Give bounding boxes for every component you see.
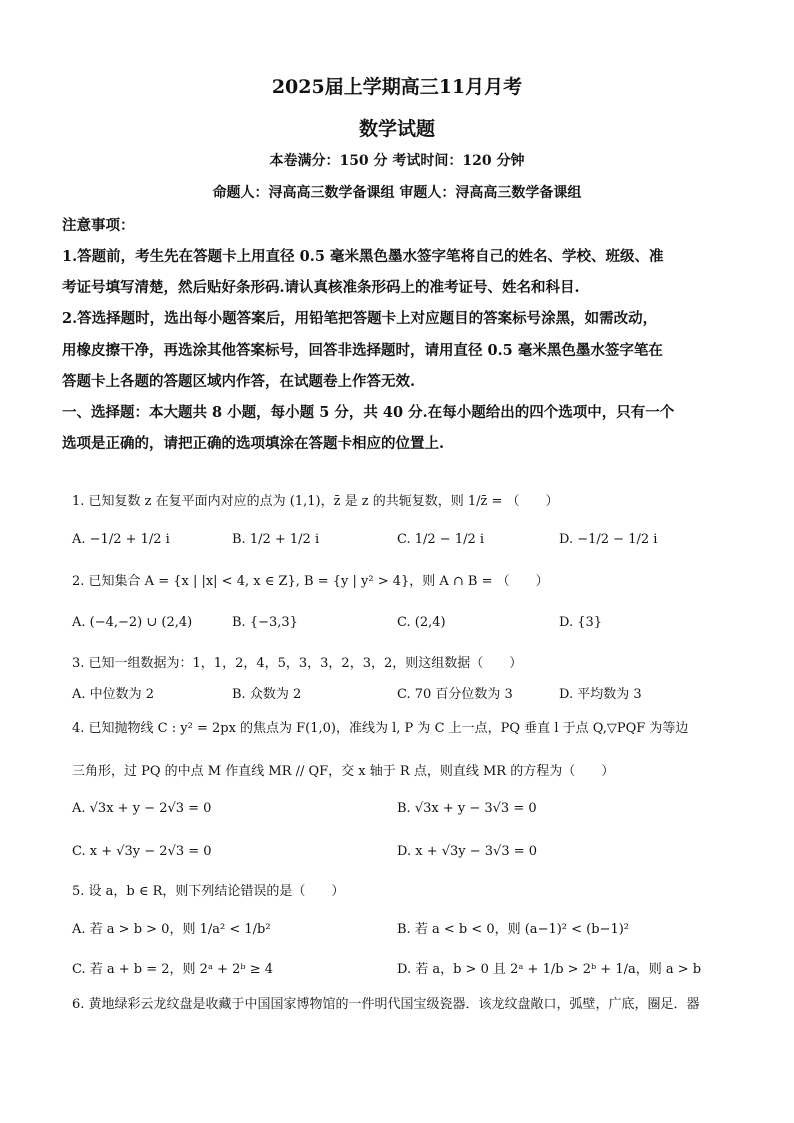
exam-info: 本卷满分：150 分 考试时间：120 分钟 [269,153,525,169]
question-3-option-d[interactable]: D. 平均数为 3 [559,687,642,702]
question-1-option-c[interactable]: C. 1/2 − 1/2 i [397,532,485,547]
question-3-option-b[interactable]: B. 众数为 2 [232,687,302,702]
note-line-1: 1.答题前，考生先在答题卡上用直径 0.5 毫米黑色墨水签字笔将自己的姓名、学校、班级、准 [62,248,664,265]
question-5-option-d[interactable]: D. 若 a，b > 0 且 2ᵃ + 1/b > 2ᵇ + 1/a，则 a > b [397,962,702,977]
question-3-option-a[interactable]: A. 中位数为 2 [72,687,155,702]
question-6-stem: 6. 黄地绿彩云龙纹盘是收藏于中国国家博物馆的一件明代国宝级瓷器．该龙纹盘敞口，弧壁，广底，圈足．器 [72,997,700,1012]
section-heading-line-2: 选项是正确的，请把正确的选项填涂在答题卡相应的位置上. [62,435,445,452]
question-4-option-a[interactable]: A. √3x + y − 2√3 = 0 [72,801,212,816]
question-1-stem: 1. 已知复数 z 在复平面内对应的点为 (1,1)，z̄ 是 z 的共轭复数，则 1/z̄ = （ ） [72,494,559,509]
note-line-2: 考证号填写清楚，然后贴好条形码.请认真核准条形码上的准考证号、姓名和科目. [62,279,580,296]
question-4-stem-line-2: 三角形，过 PQ 的中点 M 作直线 MR // QF，交 x 轴于 R 点，则直线 MR 的方程为（ ） [72,764,615,779]
question-1-option-b[interactable]: B. 1/2 + 1/2 i [232,532,320,547]
section-heading-line-1: 一、选择题：本大题共 8 小题，每小题 5 分，共 40 分.在每小题给出的四个选项中，只有一个 [62,404,675,421]
exam-subtitle: 数学试题 [358,118,435,140]
question-5-stem: 5. 设 a，b ∈ R，则下列结论错误的是（ ） [72,884,345,899]
question-2-stem: 2. 已知集合 A = {x | |x| < 4, x ∈ Z}, B = {y | y² > 4}，则 A ∩ B = （ ） [72,574,549,589]
exam-authors: 命题人：浔高高三数学备课组 审题人：浔高高三数学备课组 [212,185,582,201]
question-2-option-b[interactable]: B. {−3,3} [232,615,298,630]
note-line-5: 答题卡上各题的答题区域内作答，在试题卷上作答无效. [62,373,416,390]
question-4-option-b[interactable]: B. √3x + y − 3√3 = 0 [397,801,537,816]
note-line-3: 2.答选择题时，选出每小题答案后，用铅笔把答题卡上对应题目的答案标号涂黑，如需改动， [62,310,658,327]
question-4-option-d[interactable]: D. x + √3y − 3√3 = 0 [397,844,538,859]
question-5-option-c[interactable]: C. 若 a + b = 2，则 2ᵃ + 2ᵇ ≥ 4 [72,962,274,977]
question-5-option-b[interactable]: B. 若 a < b < 0，则 (a−1)² < (b−1)² [397,922,630,937]
notes-heading: 注意事项： [62,217,135,234]
question-4-stem-line-1: 4. 已知抛物线 C : y² = 2px 的焦点为 F(1,0)，准线为 l, P 为 C 上一点，PQ 垂直 l 于点 Q,▽PQF 为等边 [72,721,689,736]
note-line-4: 用橡皮擦干净，再选涂其他答案标号，回答非选择题时，请用直径 0.5 毫米黑色墨水签字笔在 [62,342,663,359]
question-2-option-a[interactable]: A. (−4,−2) ∪ (2,4) [72,615,193,630]
question-1-option-a[interactable]: A. −1/2 + 1/2 i [72,532,170,547]
question-3-option-c[interactable]: C. 70 百分位数为 3 [397,687,513,702]
question-4-option-c[interactable]: C. x + √3y − 2√3 = 0 [72,844,212,859]
question-1-option-d[interactable]: D. −1/2 − 1/2 i [559,532,658,547]
exam-title: 2025届上学期高三11月月考 [271,76,523,98]
question-2-option-d[interactable]: D. {3} [559,615,603,630]
question-2-option-c[interactable]: C. (2,4) [397,615,446,630]
question-3-stem: 3. 已知一组数据为：1，1，2，4，5，3，3，2，3，2，则这组数据（ ） [72,656,523,671]
question-5-option-a[interactable]: A. 若 a > b > 0，则 1/a² < 1/b² [72,922,271,937]
